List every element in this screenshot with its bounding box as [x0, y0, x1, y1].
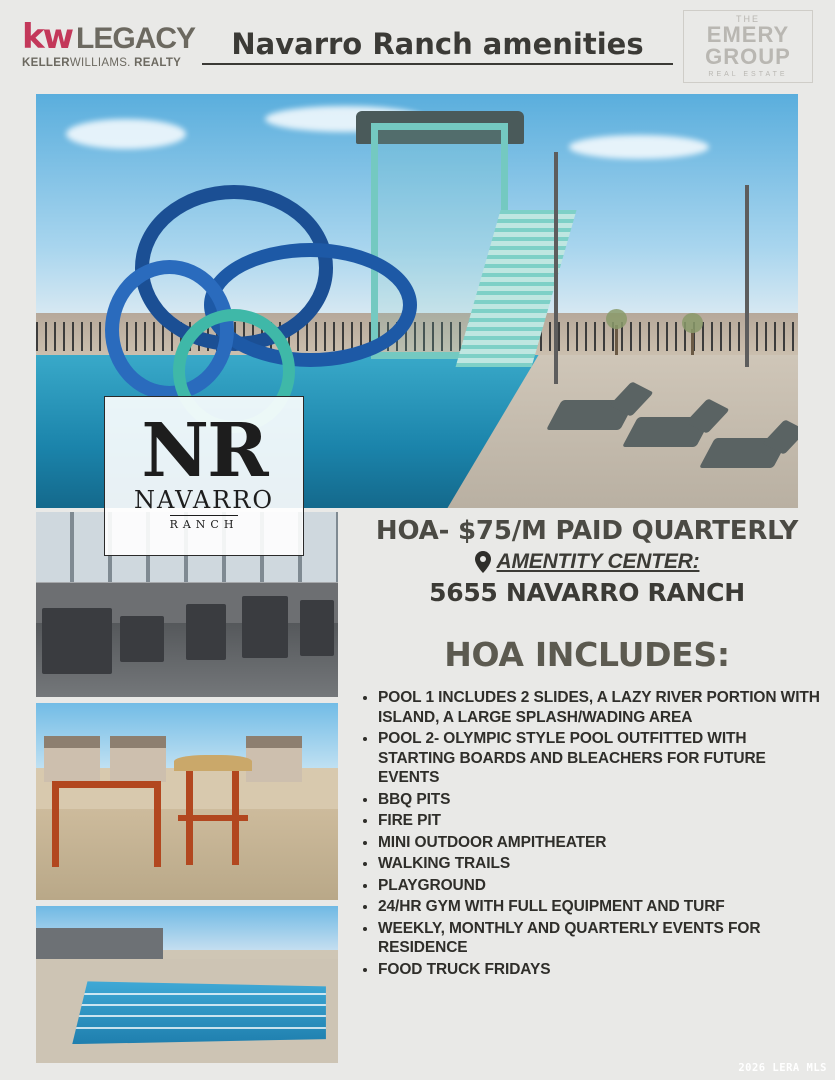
pool-building [36, 928, 163, 959]
exercise-machine [300, 600, 334, 656]
list-item: • FIRE PIT [378, 811, 822, 831]
list-item: • 24/HR GYM WITH FULL EQUIPMENT AND TURF [378, 897, 822, 917]
swing-post [52, 781, 59, 867]
list-item: • FOOD TRUCK FRIDAYS [378, 960, 822, 980]
hoa-features-list [378, 688, 822, 979]
kw-tagline-keller: KELLER [22, 56, 70, 69]
kw-tagline [22, 57, 192, 69]
amenity-center-address: 5655 NAVARRO RANCH [429, 578, 745, 607]
list-item: • BBQ PITS [378, 790, 822, 810]
emery-logo-box [683, 10, 813, 83]
hoa-includes-heading: HOA INCLUDES: [444, 635, 730, 674]
amenity-center-label: AMENTITY CENTER: [496, 550, 700, 573]
page-title-wrap [192, 27, 683, 65]
list-item: • WEEKLY, MONTHLY AND QUARTERLY EVENTS FOR RESIDENCE [378, 919, 822, 958]
list-item: • WALKING TRAILS [378, 854, 822, 874]
keller-williams-logo [22, 17, 196, 69]
hoa-fee-line: HOA- $75/M PAID QUARTERLY [375, 516, 799, 546]
list-item: • PLAYGROUND [378, 876, 822, 896]
treadmill [42, 608, 112, 674]
kw-monogram: kw [22, 17, 73, 58]
olympic-pool-water [72, 981, 326, 1044]
emery-logo-name1: EMERY [706, 21, 790, 47]
cloud [66, 119, 186, 149]
kw-tagline-realty: REALTY [130, 56, 182, 69]
lounge-chair [699, 438, 789, 468]
page-title: Navarro Ranch amenities [202, 27, 673, 65]
lane-line [72, 993, 326, 995]
mls-credit: 2026 LERA MLS [738, 1062, 827, 1074]
emery-logo-name2: GROUP [705, 43, 791, 69]
exercise-machine [186, 604, 226, 660]
amenities-info-panel [352, 516, 822, 981]
kw-tagline-williams: WILLIAMS. [69, 56, 131, 69]
list-item: • POOL 1 INCLUDES 2 SLIDES, A LAZY RIVER PORTION WITH ISLAND, A LARGE SPLASH/WADING AREA [378, 688, 822, 727]
emery-logo-sub: REAL ESTATE [708, 70, 788, 78]
exercise-machine [242, 596, 288, 658]
document-header [0, 0, 835, 92]
watermark-name: NAVARRO [134, 485, 274, 514]
emery-group-logo [683, 10, 813, 83]
kw-logo-top [22, 17, 196, 58]
play-platform [178, 815, 248, 821]
lane-line [72, 1015, 326, 1017]
light-pole [554, 152, 558, 384]
play-structure-canopy [174, 755, 252, 771]
map-pin-icon [475, 551, 491, 573]
navarro-ranch-watermark [104, 396, 304, 556]
list-item: • MINI OUTDOOR AMPITHEATER [378, 833, 822, 853]
playground-photo [36, 703, 338, 900]
emery-logo-the: THE [736, 13, 760, 24]
exercise-machine [120, 616, 164, 662]
lane-line [72, 1027, 326, 1029]
amenity-center-row [352, 550, 822, 574]
list-item: • POOL 2- OLYMPIC STYLE POOL OUTFITTED WITH STARTING BOARDS AND BLEACHERS FOR FUTURE EVENTS [378, 729, 822, 788]
lap-pool-photo [36, 906, 338, 1063]
watermark-sub: RANCH [170, 515, 239, 531]
kw-legacy-word: LEGACY [76, 22, 196, 56]
light-pole [745, 185, 749, 367]
house [246, 746, 302, 782]
swing-post [154, 781, 161, 867]
house [110, 746, 166, 782]
lane-line [72, 1004, 326, 1006]
swing-beam [52, 781, 160, 788]
watermark-monogram: NR [141, 408, 267, 495]
house [44, 746, 100, 782]
